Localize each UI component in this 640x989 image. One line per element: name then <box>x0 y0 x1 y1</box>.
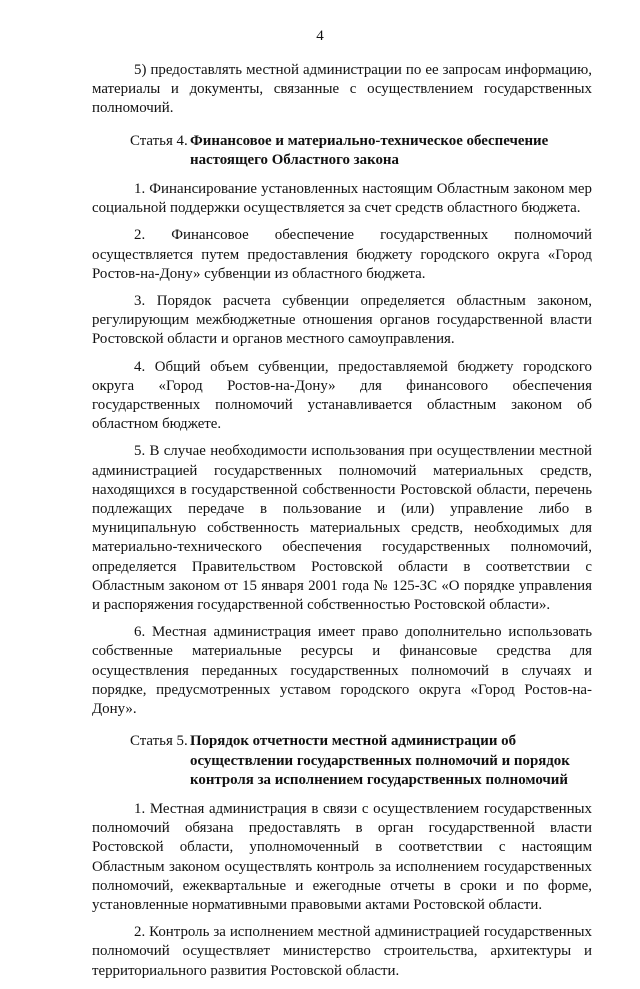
article-4-title: Финансовое и материально-техническое обеспечение настоящего Областного закона <box>190 132 549 168</box>
article-5-number: Статья 5. <box>130 733 188 750</box>
article-4-number: Статья 4. <box>130 132 188 149</box>
article-4-paragraph-4: 4. Общий объем субвенции, предоставляемой бюджету городского округа «Город Ростов-на-Дону» для финансового обеспечения государственных полномочий устанавливается областным законом об областном бюджете. <box>92 358 592 433</box>
article-4-paragraph-5: 5. В случае необходимости использования при осуществлении местной администрацией государственных полномочий материальных средств, находящихся в государственной собственности Ростовской области, перечень подлежащих передаче в пользование и (или) управление либо в муниципальную собственность материальных средств, необходимых для материально-технического обеспечения государственных полномочий, определяется Правительством Ростовской области в соответствии с Областным законом от 15 января 2001 года № 125-ЗС «О порядке управления и распоряжения государственной собственностью Ростовской области». <box>92 443 592 614</box>
article-5-title: Порядок отчетности местной администрации об осуществлении государственных полномочий и порядок контроля за исполнением государственных полномочий <box>190 733 570 788</box>
article-4-heading <box>92 132 592 170</box>
article-4-paragraph-6: 6. Местная администрация имеет право дополнительно использовать собственные материальные ресурсы и финансовые средства для осуществления переданных государственных полномочий в случаях и порядке, предусмотренных уставом городского округа «Город Ростов-на-Дону». <box>92 624 592 718</box>
article-5-heading <box>92 732 592 790</box>
page-content <box>92 61 592 989</box>
article-4-paragraph-2: 2. Финансовое обеспечение государственных полномочий осуществляется путем предоставления бюджету городского округа «Город Ростов-на-Дону» субвенции из областного бюджета. <box>92 227 592 282</box>
article-5-paragraph-1: 1. Местная администрация в связи с осуществлением государственных полномочий обязана предоставлять в орган государственной власти Ростовской области, уполномоченный в соответствии с настоящим Областным законом осуществлять контроль за исполнением государственных полномочий, ежеквартальные и ежегодные отчеты в сроки и по форме, установленные нормативными правовыми актами Ростовской области. <box>92 800 592 913</box>
article-4-paragraph-3: 3. Порядок расчета субвенции определяется областным законом, регулирующим межбюджетные отношения органов государственной власти Ростовской области и органов местного самоуправления. <box>92 293 592 348</box>
article-4-paragraph-1: 1. Финансирование установленных настоящим Областным законом мер социальной поддержки осуществляется за счет средств областного бюджета. <box>92 181 592 217</box>
intro-paragraph: 5) предоставлять местной администрации по ее запросам информацию, материалы и документы, связанные с осуществлением государственных полномочий. <box>92 62 592 117</box>
page-number: 4 <box>316 28 324 44</box>
article-5-paragraph-2: 2. Контроль за исполнением местной администрацией государственных полномочий осуществляет министерство строительства, архитектуры и территориального развития Ростовской области. <box>92 924 592 979</box>
